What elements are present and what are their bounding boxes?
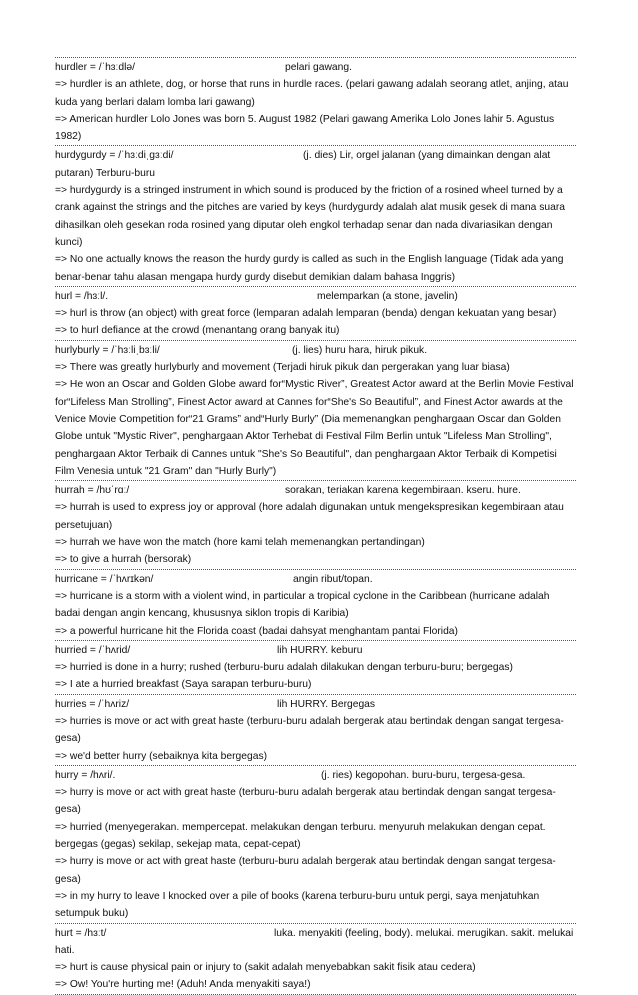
example-line: => hurdler is an athlete, dog, or horse that runs in hurdle races. (pelari gawang adalah seorang atlet, anjing, atau kuda yang berlari dalam lomba lari gawang): [55, 79, 569, 108]
entry-hurry: [55, 765, 576, 923]
entry-headline: [55, 571, 576, 588]
entry-hurlyburly: [55, 340, 576, 480]
example-line: => hurries is move or act with great haste (terburu-buru adalah bergerak atau bertindak dengan sangat tergesa-gesa): [55, 715, 564, 745]
headword: hurry = /hʌri/.: [55, 769, 116, 781]
headword: hurdler = /ˈhɜːdlə/: [55, 62, 135, 73]
gloss: (j. lies) huru hara, hiruk pikuk.: [292, 344, 428, 356]
gloss: (j. ries) kegopohan. buru-buru, tergesa-gesa.: [321, 769, 526, 781]
example-line: => hurrah we have won the match (hore kami telah memenangkan pertandingan): [55, 537, 425, 549]
example-line: => hurricane is a storm with a violent wind, in particular a tropical cyclone in the Caribbean (hurricane adalah badai dengan angin kencang, khususnya siklon tropis di Karibia): [55, 590, 550, 620]
example-line: => a powerful hurricane hit the Florida coast (badai dahsyat menghantam pantai Florida): [55, 625, 458, 637]
entry-headline: [55, 59, 576, 76]
example-line: => There was greatly hurlyburly and movement (Terjadi hiruk pikuk dan pergerakan yang luar biasa): [55, 362, 510, 374]
entry-hurdler: [55, 57, 576, 145]
gloss: luka. menyakiti (feeling, body). melukai. merugikan. sakit. melukai hati.: [55, 927, 574, 956]
headword: hurrah = /hʊˈrɑː/: [55, 485, 130, 497]
entry-headline: [55, 147, 576, 182]
example-line: => hurl is throw (an object) with great force (lemparan adalah lemparan (benda) dengan kekuatan yang besar): [55, 308, 557, 320]
gloss: angin ribut/topan.: [293, 573, 373, 585]
example-line: => He won an Oscar and Golden Globe award for“Mystic River”, Greatest Actor award at the Berlin Movie Festival for“Lifeless Man Strolling”, Finest Actor award at Cannes for“She's So Beautiful”, and Finest Actor awards at the Venice Movie Competition for“21 Grams” and“Hurly Burly” (Dia memenangkan penghargaan Oscar dan Golden Globe untuk "Mystic River", penghargaan Aktor Terhebat di Festival Film Berlin untuk "Lifeless Man Strolling", penghargaan Aktor Terbaik di Cannes untuk "She's So Beautiful", dan penghargaan Aktor Terbaik di Kompetisi Film Venesia untuk "21 Gram" dan "Hurly Burly"): [55, 379, 574, 477]
example-line: => to hurl defiance at the crowd (menantang orang banyak itu): [55, 325, 340, 337]
headword: hurried = /ˈhʌrid/: [55, 644, 131, 656]
example-line: => No one actually knows the reason the hurdy gurdy is called as such in the English language (Tidak ada yang benar-benar tahu alasan mengapa hurdy gurdy disebut demikian dalam bahasa Inggris): [55, 254, 564, 283]
headword: hurdygurdy = /ˈhɜːdiˌɡɜːdi/: [55, 150, 174, 162]
entry-hurrah: [55, 480, 576, 568]
entry-headline: [55, 482, 576, 499]
example-line: => hurry is move or act with great haste (terburu-buru adalah bergerak atau bertindak dengan sangat tergesa-gesa): [55, 787, 556, 816]
example-line: => hurdygurdy is a stringed instrument in which sound is produced by the friction of a rosined wheel turned by a crank against the strings and the pitches are varied by keys (hurdygurdy adalah alat musik gesek di mana suara dihasilkan oleh gesekan roda rosined yang diputar oleh engkol terhadap senar dan nada divariasikan dengan kunci): [55, 185, 565, 248]
example-line: => hurry is move or act with great haste (terburu-buru adalah bergerak atau bertindak dengan sangat tergesa-gesa): [55, 856, 556, 885]
entry-headline: [55, 642, 576, 659]
example-line: => hurrah is used to express joy or approval (hore adalah digunakan untuk mengekspresikan kegembiraan atau persetujuan): [55, 502, 564, 531]
example-line: => Ow! You're hurting me! (Aduh! Anda menyakiti saya!): [55, 979, 311, 991]
entry-hurries: [55, 694, 576, 765]
example-line: => to give a hurrah (bersorak): [55, 554, 192, 566]
headword: hurl = /hɜːl/.: [55, 290, 109, 302]
entry-hurried: [55, 640, 576, 694]
gloss: lih HURRY. Bergegas: [277, 698, 376, 710]
headword: hurlyburly = /ˈhɜːliˌbɜːli/: [55, 344, 160, 356]
example-line: => hurt is cause physical pain or injury to (sakit adalah menyebabkan sakit fisik atau cedera): [55, 962, 476, 974]
example-line: => I ate a hurried breakfast (Saya sarapan terburu-buru): [55, 679, 312, 691]
gloss: melemparkan (a stone, javelin): [317, 290, 458, 302]
entry-headline: [55, 767, 576, 784]
example-line: => hurried (menyegerakan. mempercepat. melakukan dengan terburu. menyuruh melakukan dengan cepat. bergegas (gegas) sekilap, sekejap mata, cepat-cepat): [55, 821, 546, 851]
entry-hurt: [55, 923, 576, 995]
example-line: => in my hurry to leave I knocked over a pile of books (karena terburu-buru untuk pergi, saya menjatuhkan setumpuk buku): [55, 890, 540, 920]
entry-headline: [55, 288, 576, 305]
headword: hurt = /hɜːt/: [55, 927, 107, 939]
entry-headline: [55, 925, 576, 960]
headword: hurries = /ˈhʌriz/: [55, 698, 130, 710]
entry-headline: [55, 696, 576, 713]
entry-hurdygurdy: [55, 145, 576, 285]
entry-hurl: [55, 286, 576, 340]
dictionary-page: [55, 57, 576, 995]
example-line: => we'd better hurry (sebaiknya kita bergegas): [55, 750, 268, 762]
example-line: => hurried is done in a hurry; rushed (terburu-buru adalah dilakukan dengan terburu-buru; bergegas): [55, 662, 513, 674]
example-line: => American hurdler Lolo Jones was born 5. August 1982 (Pelari gawang Amerika Lolo Jones lahir 5. Agustus 1982): [55, 113, 555, 143]
gloss: sorakan, teriakan karena kegembiraan. kseru. hure.: [285, 485, 521, 497]
gloss: (j. dies) Lir, orgel jalanan (yang dimainkan dengan alat putaran) Terburu-buru: [55, 150, 551, 179]
gloss: lih HURRY. keburu: [277, 644, 363, 656]
entry-hurricane: [55, 569, 576, 640]
entry-headline: [55, 342, 576, 359]
headword: hurricane = /ˈhʌrɪkən/: [55, 573, 154, 585]
gloss: pelari gawang.: [285, 62, 352, 73]
